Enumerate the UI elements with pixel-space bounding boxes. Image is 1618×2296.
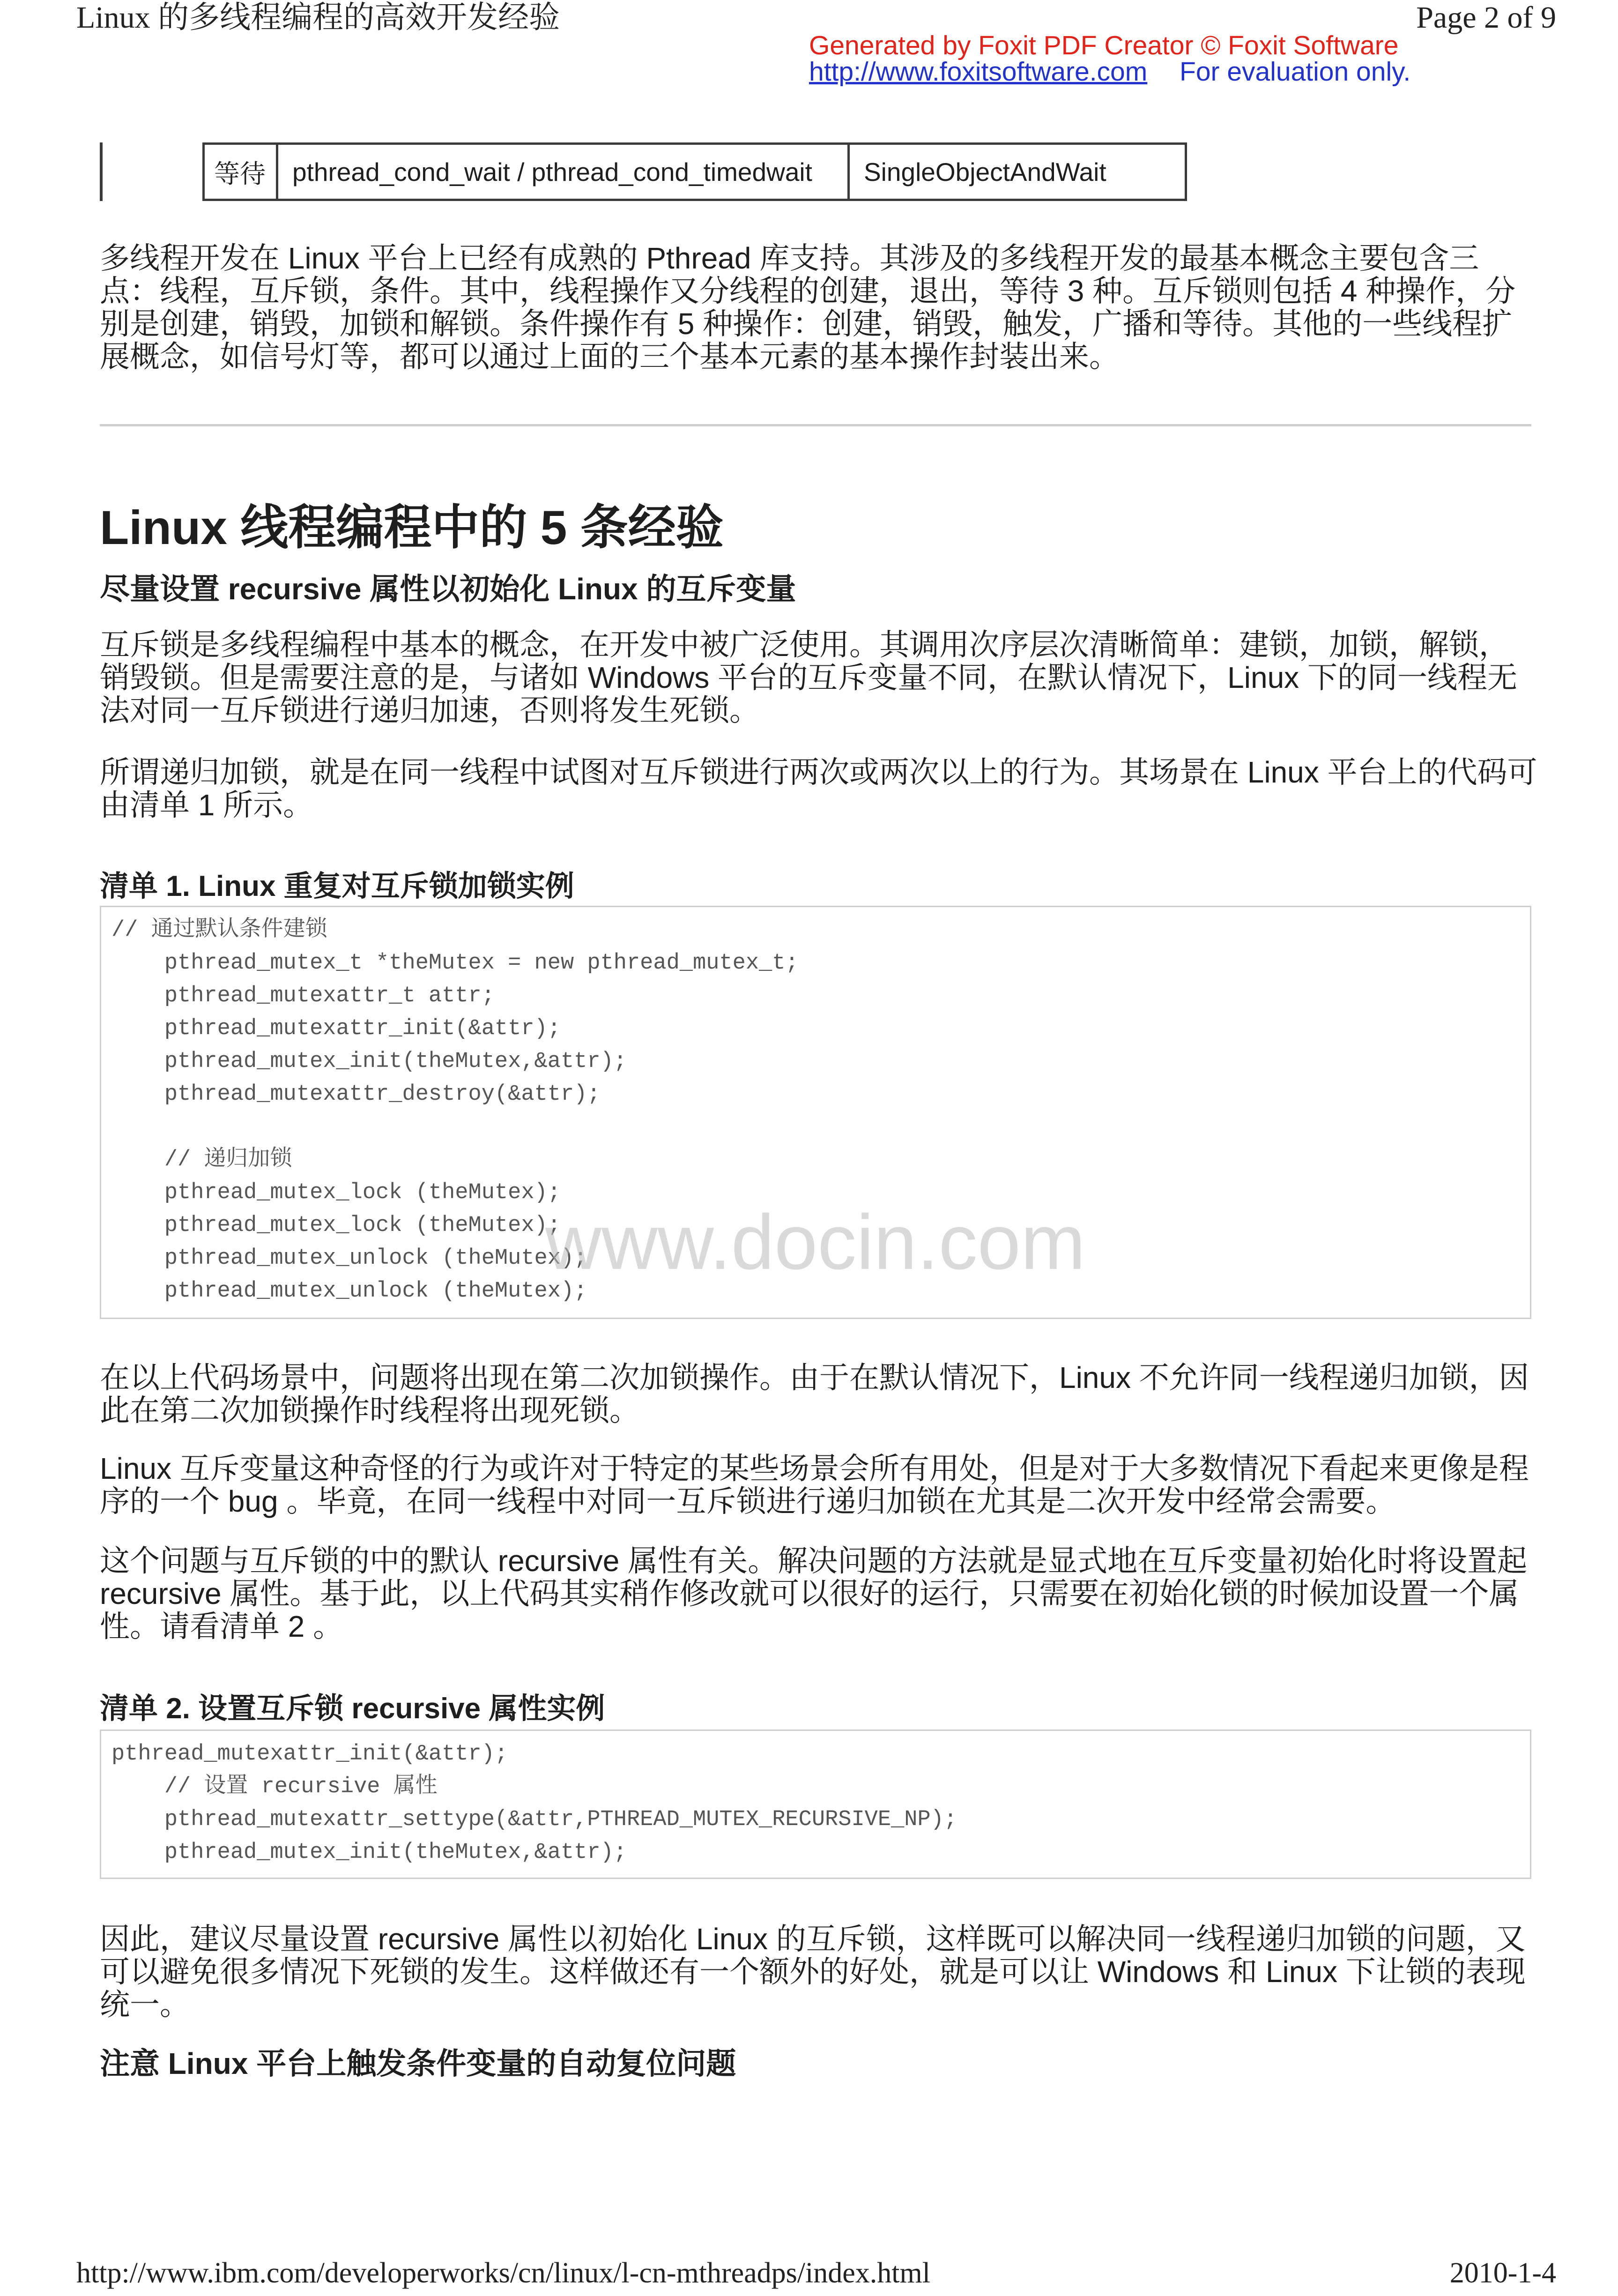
listing-1-caption: 清单 1. Linux 重复对互斥锁加锁实例: [100, 870, 574, 902]
listing-2-code-block: [100, 1729, 1531, 1879]
footer-date: 2010-1-4: [1449, 2257, 1556, 2289]
section-title: Linux 线程编程中的 5 条经验: [100, 501, 724, 554]
code-line: pthread_mutexattr_settype(&attr,PTHREAD_MUTEX_RECURSIVE_NP);: [111, 1807, 957, 1832]
next-tip-title: 注意 Linux 平台上触发条件变量的自动复位问题: [100, 2047, 736, 2080]
after-listing-1-paragraph-1: [100, 1361, 1529, 1427]
code-line: pthread_mutex_lock (theMutex);: [111, 1180, 561, 1205]
code-line: pthread_mutex_init(theMutex,&attr);: [111, 1840, 627, 1865]
paragraph-line: 互斥锁是多线程编程中基本的概念，在开发中被广泛使用。其调用次序层次清晰简单：建锁，加锁，解锁，: [100, 628, 1509, 662]
paragraph-line: Linux 互斥变量这种奇怪的行为或许对于特定的某些场景会所有用处，但是对于大多数情况下看起来更像是程: [100, 1452, 1529, 1485]
footer-source-url: http://www.ibm.com/developerworks/cn/linux/l-cn-mthreadps/index.html: [76, 2257, 930, 2289]
after-listing-1-paragraph-2: [100, 1452, 1529, 1518]
paragraph-line: 性。请看清单 2 。: [100, 1610, 343, 1643]
code-line: pthread_mutexattr_init(&attr);: [111, 1016, 561, 1041]
code-line: // 通过默认条件建锁: [111, 918, 327, 943]
table-cell-windows-api: SingleObjectAndWait: [864, 157, 1106, 186]
paragraph-line: 所谓递归加锁，就是在同一线程中试图对互斥锁进行两次或两次以上的行为。其场景在 Linux 平台上的代码可: [100, 755, 1537, 789]
page-indicator: Page 2 of 9: [1416, 0, 1556, 35]
paragraph-line: 序的一个 bug 。毕竟，在同一线程中对同一互斥锁进行递归加锁在尤其是二次开发中经常会需要。: [100, 1484, 1396, 1518]
paragraph-line: 由清单 1 所示。: [100, 788, 313, 822]
code-blank-line: [111, 1111, 1530, 1144]
code-line: pthread_mutexattr_init(&attr);: [111, 1742, 508, 1767]
code-line: // 设置 recursive 属性: [111, 1774, 438, 1799]
code-line: pthread_mutex_unlock (theMutex);: [111, 1246, 587, 1271]
foxit-website-link[interactable]: http://www.foxitsoftware.com: [809, 57, 1148, 87]
code-line: pthread_mutex_lock (theMutex);: [111, 1213, 561, 1238]
table-cell-operation: 等待: [205, 145, 278, 199]
paragraph-line: 在以上代码场景中，问题将出现在第二次加锁操作。由于在默认情况下，Linux 不允许同一线程递归加锁，因: [100, 1361, 1529, 1394]
tip-recursive-paragraph-2: [100, 756, 1537, 821]
intro-paragraph: [100, 242, 1515, 373]
foxit-evaluation-notice: For evaluation only.: [1180, 57, 1411, 87]
paragraph-line: 别是创建，销毁，加锁和解锁。条件操作有 5 种操作：创建，销毁，触发，广播和等待。其他的一些线程扩: [100, 307, 1513, 341]
conclusion-paragraph: [100, 1923, 1526, 2021]
document-title: Linux 的多线程编程的高效开发经验: [76, 0, 560, 35]
table-cell-linux-api: pthread_cond_wait / pthread_cond_timedwait: [278, 145, 850, 199]
paragraph-line: 多线程开发在 Linux 平台上已经有成熟的 Pthread 库支持。其涉及的多线程开发的最基本概念主要包含三: [100, 241, 1479, 275]
table-empty-cell: [100, 142, 202, 201]
code-line: pthread_mutexattr_destroy(&attr);: [111, 1082, 601, 1107]
docin-watermark: www.docin.com: [545, 1199, 1086, 1286]
listing-2-caption: 清单 2. 设置互斥锁 recursive 属性实例: [100, 1692, 605, 1725]
paragraph-line: 销毁锁。但是需要注意的是，与诸如 Windows 平台的互斥变量不同，在默认情况下，Linux 下的同一线程无: [100, 661, 1517, 694]
code-line: pthread_mutex_unlock (theMutex);: [111, 1279, 587, 1304]
code-line: pthread_mutex_init(theMutex,&attr);: [111, 1049, 627, 1074]
paragraph-line: 点：线程，互斥锁，条件。其中，线程操作又分线程的创建，退出，等待 3 种。互斥锁则包括 4 种操作，分: [100, 274, 1516, 308]
paragraph-line: 这个问题与互斥锁的中的默认 recursive 属性有关。解决问题的方法就是显式地在互斥变量初始化时将设置起: [100, 1544, 1528, 1578]
code-line: pthread_mutexattr_t attr;: [111, 984, 495, 1008]
code-line: pthread_mutex_t *theMutex = new pthread_mutex_t;: [111, 951, 799, 976]
paragraph-line: 可以避免很多情况下死锁的发生。这样做还有一个额外的好处，就是可以让 Windows 和 Linux 下让锁的表现: [100, 1955, 1526, 1989]
paragraph-line: 统一。: [100, 1988, 190, 2021]
foxit-generated-notice: Generated by Foxit PDF Creator © Foxit Software: [809, 30, 1399, 60]
tip-recursive-paragraph-1: [100, 628, 1517, 727]
section-divider: [100, 424, 1531, 426]
paragraph-line: 因此，建议尽量设置 recursive 属性以初始化 Linux 的互斥锁，这样既可以解决同一线程递归加锁的问题，又: [100, 1922, 1526, 1956]
tip-recursive-title: 尽量设置 recursive 属性以初始化 Linux 的互斥变量: [100, 572, 796, 606]
after-listing-1-paragraph-3: [100, 1544, 1527, 1643]
listing-1-code-block: [100, 906, 1531, 1319]
paragraph-line: recursive 属性。基于此，以上代码其实稍作修改就可以很好的运行，只需要在初始化锁的时候加设置一个属: [100, 1577, 1519, 1610]
api-comparison-table-row: [100, 142, 1187, 201]
paragraph-line: 法对同一互斥锁进行递归加速，否则将发生死锁。: [100, 693, 759, 727]
paragraph-line: 此在第二次加锁操作时线程将出现死锁。: [100, 1394, 639, 1427]
code-line: // 递归加锁: [111, 1148, 292, 1172]
table-cells: [202, 142, 1187, 201]
paragraph-line: 展概念，如信号灯等，都可以通过上面的三个基本元素的基本操作封装出来。: [100, 340, 1119, 373]
